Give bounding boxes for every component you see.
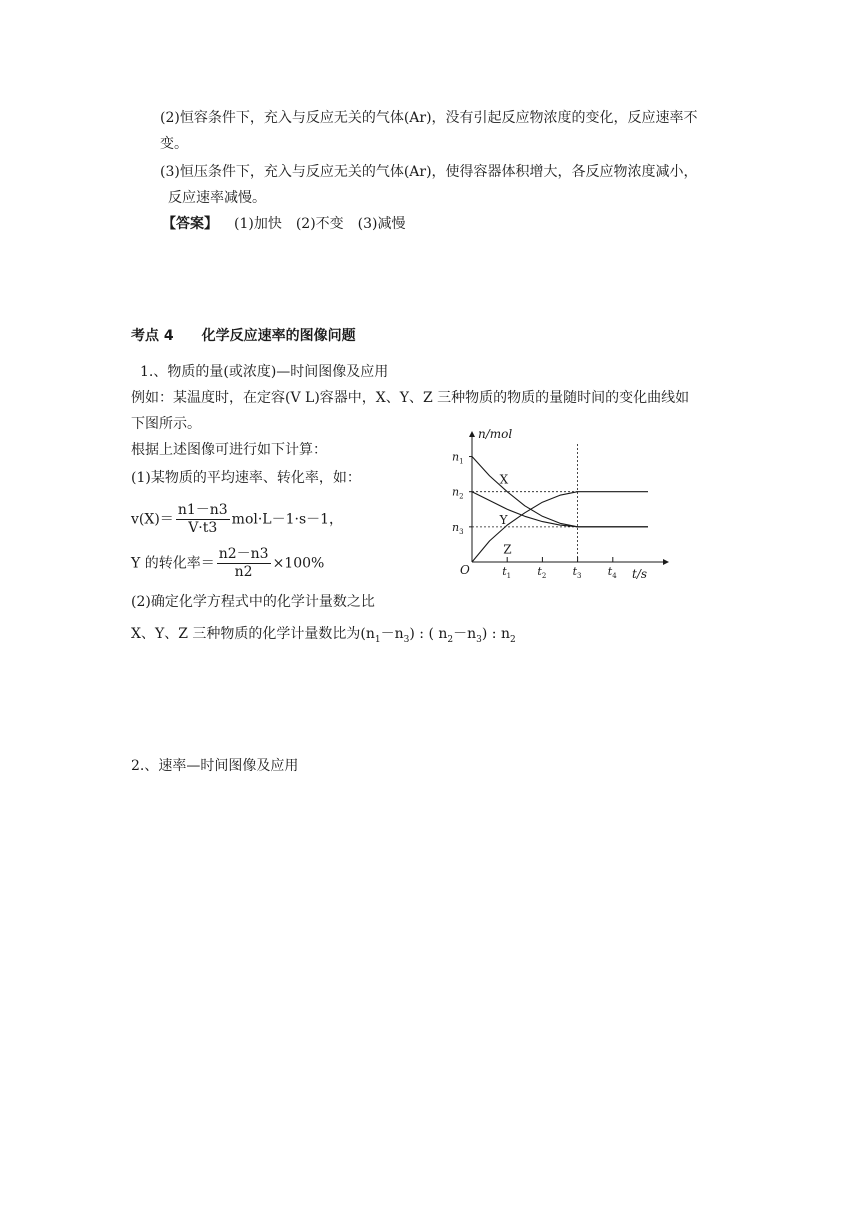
ratio-mid-1: －n [380,626,404,642]
para3-line2: 反应速率减慢。 [168,190,266,206]
conv-lhs: Y 的转化率＝ [131,555,215,572]
calc-intro: 根据上述图像可进行如下计算： [131,442,327,458]
ratio-line [131,624,516,650]
answer-line [162,214,406,234]
ratio-prefix: X、Y、Z 三种物质的化学计量数比为(n [131,626,375,642]
x-tick-label-1: $t_1$ [502,565,512,580]
conv-denominator: n2 [234,564,253,580]
series-z-label: Z [503,542,512,557]
answer-label: 【答案】 [162,216,218,232]
rate-fraction [176,502,230,537]
series-y-line [472,492,648,527]
ratio-mid-2: ) : ( n [409,626,448,642]
example-line2: 下图所示。 [131,416,201,432]
ratio-mid-3: －n [453,626,477,642]
origin-label: O [460,563,470,577]
x-axis-label: t/s [632,567,648,581]
x-tick-label-3: $t_3$ [572,565,582,580]
rate-formula [131,502,343,537]
x-tick-label-4: $t_4$ [607,565,617,580]
item2-title: 2.、速率—时间图像及应用 [131,758,299,774]
example-line1: 例如：某温度时，在定容(V L)容器中，X、Y、Z 三种物质的物质的量随时间的变化曲线如 [131,390,690,406]
x-tick-label-2: $t_2$ [537,565,547,580]
sub2-text: (2)确定化学方程式中的化学计量数之比 [131,594,375,610]
y-tick-label-2: $n_2$ [452,485,464,501]
sub1-text: (1)某物质的平均速率、转化率，如： [131,470,361,486]
para2-line1: (2)恒容条件下，充入与反应无关的气体(Ar)，没有引起反应物浓度的变化，反应速率不 [160,110,698,126]
rate-denominator: V·t3 [188,520,218,536]
rate-unit: mol·L－1·s－1， [231,511,344,528]
series-x-label: X [499,472,509,487]
para3-line1: (3)恒压条件下，充入与反应无关的气体(Ar)，使得容器体积增大，各反应物浓度减小， [160,164,698,180]
conversion-formula [131,546,324,581]
conv-tail: ×100% [272,555,325,572]
answer-text: (1)加快 (2)不变 (3)减慢 [234,216,406,232]
para2-line2: 变。 [160,136,188,152]
conv-fraction [217,546,271,581]
section-title: 考点 4 化学反应速率的图像问题 [131,328,356,344]
ratio-sub-5: 2 [510,634,516,645]
rate-lhs: v(X)＝ [131,511,174,528]
ratio-sub-2: 3 [403,634,410,645]
y-tick-label-1: $n_1$ [452,450,464,466]
ratio-sub-3: 2 [447,634,454,645]
y-axis-label: n/mol [478,427,513,441]
ratio-sub-4: 3 [476,634,482,645]
series-y-label: Y [499,512,508,527]
item1-title: 1.、物质的量(或浓度)—时间图像及应用 [140,364,389,380]
y-tick-label-3: $n_3$ [452,520,464,536]
rate-numerator: n1－n3 [177,502,228,518]
mole-time-chart [448,424,678,584]
conv-numerator: n2－n3 [218,546,269,562]
ratio-mid-4: ) : n [481,626,510,642]
ratio-sub-1: 1 [374,634,381,645]
